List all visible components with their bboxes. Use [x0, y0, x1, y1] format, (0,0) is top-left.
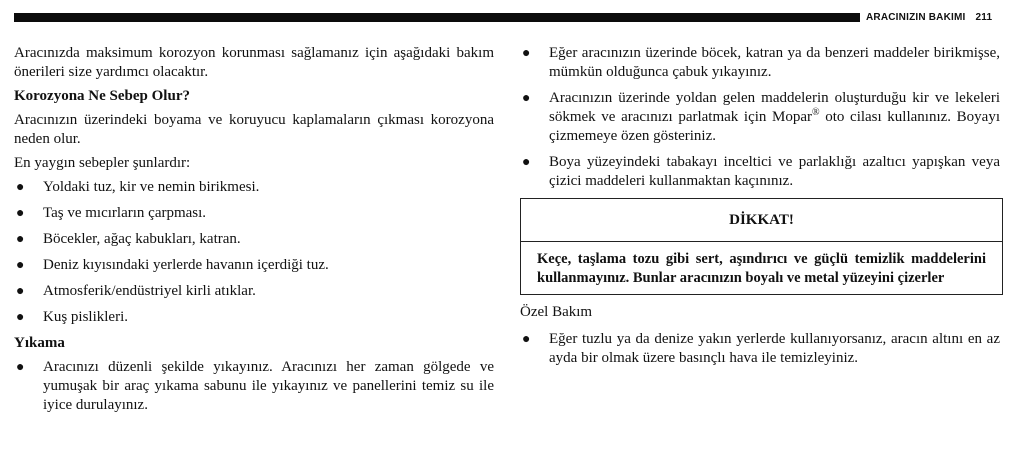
list-item [14, 282, 494, 301]
list-item [520, 153, 1000, 191]
bullet-icon: ● [522, 155, 531, 170]
list-item-text: Eğer tuzlu ya da denize yakın yerlerde kullanıyorsanız, aracın altını en az ayda bir olmak üzere basınçlı hava ile temizleyiniz. [549, 331, 1000, 366]
list-item-text: Böcekler, ağaç kabukları, katran. [43, 231, 241, 247]
header-rule [14, 13, 860, 22]
bullet-icon: ● [522, 332, 531, 347]
running-header [866, 12, 992, 23]
section-heading-corrosion: Korozyona Ne Sebep Olur? [14, 88, 190, 104]
list-item-text: Taş ve mıcırların çarpması. [43, 205, 207, 221]
list-item-text: Aracınızı düzenli şekilde yıkayınız. Aracınızı her zaman gölgede ve yumuşak bir araç yıkama sabunu ile yıkayınız ve panellerini temiz su ile iyice durulayınız. [43, 359, 494, 413]
list-item [14, 358, 494, 415]
left-column [14, 44, 494, 422]
list-item [14, 308, 494, 327]
bullet-icon: ● [16, 258, 25, 273]
list-item-text: Boya yüzeyindeki tabakayı inceltici ve parlaklığı azaltıcı yapışkan veya çizici maddeleri kullanmaktan kaçınınız. [549, 154, 1000, 189]
bullet-icon: ● [16, 232, 25, 247]
bullet-icon: ● [522, 46, 531, 61]
section-title: ARACINIZIN BAKIMI [866, 12, 966, 23]
list-item-text: Deniz kıyısındaki yerlerde havanın içerdiği tuz. [43, 257, 329, 273]
corrosion-paragraph: Aracınızın üzerindeki boyama ve koruyucu kaplamaların çıkması korozyona neden olur. [14, 112, 494, 147]
bullet-icon: ● [16, 360, 25, 375]
text-segment: oto cilası kullanınız. Boyayı çizmemeye özen gösteriniz. [549, 109, 1000, 144]
warning-box [520, 198, 1003, 295]
bullet-icon: ● [16, 310, 25, 325]
right-column [520, 44, 1000, 375]
list-item [14, 256, 494, 275]
list-item-text: Yoldaki tuz, kir ve nemin birikmesi. [43, 179, 260, 195]
section-heading-washing: Yıkama [14, 335, 65, 351]
intro-paragraph: Aracınızda maksimum korozyon korunması sağlamanız için aşağıdaki bakım önerileri size yardımcı olacaktır. [14, 45, 494, 80]
registered-mark: ® [812, 107, 820, 118]
list-item [520, 44, 1000, 82]
page-number: 211 [975, 12, 993, 23]
text-segment: Aracınızın üzerinde yoldan gelen maddelerin oluşturduğu kir ve lekeleri sökmek ve aracınızı parlatmak için Mopar [549, 90, 1000, 125]
list-item-text: Atmosferik/endüstriyel kirli atıklar. [43, 283, 256, 299]
list-item [14, 178, 494, 197]
list-item [14, 230, 494, 249]
bullet-icon: ● [16, 284, 25, 299]
warning-text: Keçe, taşlama tozu gibi sert, aşındırıcı ve güçlü temizlik maddelerini kullanmayınız. Bunlar aracınızın boyalı ve metal yüzeyini çizerler [537, 251, 986, 286]
bullet-icon: ● [16, 180, 25, 195]
list-item-text: Eğer aracınızın üzerinde böcek, katran ya da benzeri maddeler birikmişse, mümkün olduğunca çabuk yıkayınız. [549, 45, 1000, 80]
list-item [14, 204, 494, 223]
causes-list [14, 178, 494, 327]
warning-title: DİKKAT! [521, 199, 1002, 242]
causes-intro: En yaygın sebepler şunlardır: [14, 155, 191, 171]
list-item-text [549, 89, 1000, 146]
bullet-icon: ● [16, 206, 25, 221]
list-item [520, 89, 1000, 146]
bullet-icon: ● [522, 91, 531, 106]
list-item-text: Kuş pislikleri. [43, 309, 128, 325]
section-heading-special-care: Özel Bakım [520, 304, 593, 320]
list-item [520, 330, 1000, 368]
